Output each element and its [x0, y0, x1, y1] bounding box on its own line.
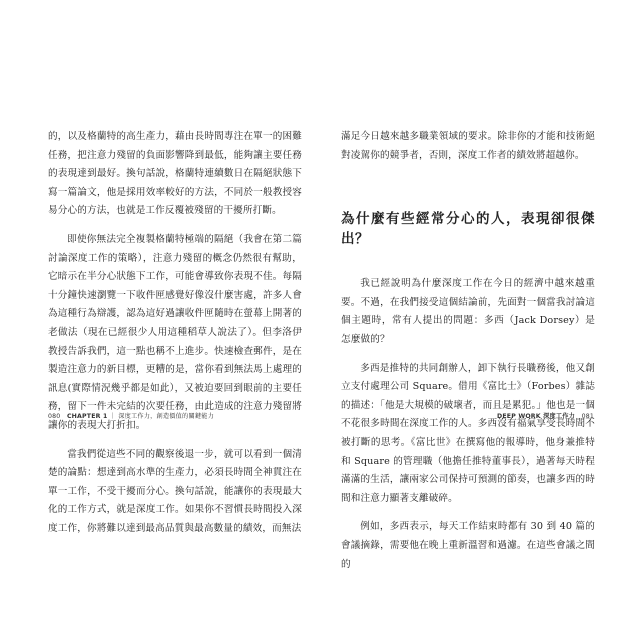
left-paragraph-2: 即使你無法完全複製格蘭特極端的隔絕（我會在第二篇討論深度工作的策略），注意力殘留的概念仍然很有幫助，它暗示在半分心狀態下工作，可能會導致你表現不佳。每隔十分鐘快速瀏覽一下收件匣感覺好像沒什麼害處，許多人會為這種行為辯護，認為這好過讓收件匣隨時在螢幕上開著的老做法（現在已經很少人用這種稻草人說法了）。但李洛伊教授告訴我們，這一點也稱不上進步。快速檢查郵件，是在製造注意力的新目標，更糟的是，當你看到無法馬上處理的訊息(實際情況幾乎都是如此），又被迫要回到眼前的主要任務，留下一件未完結的次要任務，由此造成的注意力殘留將讓你的表現大打折扣。 [48, 233, 302, 431]
right-paragraph-2: 多西是推特的共同創辦人，卸下執行長職務後，他又創立支付處理公司 Square。借用《富比士》（Forbes）雜誌的描述：「他是大規模的破壞者，而且是累犯。」他也是一個不花很多時間在深度工作的人。多西沒有福氣享受長時間不被打斷的思考。《富比世》在撰寫他的報導時，他身兼推特和 Square 的管理職（他擔任推特董事長），過著每天時程滿滿的生活，讓兩家公司保持可預測的節奏，也讓多西的時間和注意力顯著支離破碎。 [341, 362, 595, 504]
left-page-number: 080 [48, 413, 61, 420]
right-page-number: 081 [581, 413, 594, 420]
right-page-body [341, 128, 595, 584]
section-heading: 為什麼有些經常分心的人，表現卻很傑出？ [341, 211, 595, 248]
right-page-footer [497, 411, 594, 420]
footer-separator: ｜ [109, 413, 117, 420]
left-page-footer [48, 411, 214, 420]
left-paragraph-3: 當我們從這些不同的觀察後退一步，就可以看到一個清楚的論點：想達到高水準的生產力，必須長時間全神貫注在單一工作，不受干擾而分心。換句話說，能讓你的表現最大化的工作方式，就是深度工作。如果你不習慣長時間投入深度工作，你將難以達到最高品質與最高數量的績效，而無法 [48, 448, 302, 534]
book-title: DEEP WORK 深度工作力 [497, 413, 576, 420]
left-page-body [48, 128, 302, 548]
chapter-label: CHAPTER 1 [66, 413, 108, 420]
right-paragraph-3: 例如，多西表示，每天工作結束時都有 30 到 40 篇的會議摘錄，需要他在晚上重新溫習和過濾。在這些會議之間的 [341, 521, 595, 570]
left-paragraph-1: 的，以及格蘭特的高生產力，藉由長時間專注在單一的困難任務，把注意力殘留的負面影響降到最低，能夠讓主要任務的表現達到最好。換句話說，格蘭特連續數日在隔絕狀態下寫一篇論文，他是採用效率較好的方法，不同於一般教授容易分心的方法，也就是工作反覆被殘留的干擾所打斷。 [48, 131, 302, 217]
chapter-title: 深度工作力，創造價值的關鍵能力 [118, 413, 214, 420]
right-paragraph-1: 我已經說明為什麼深度工作在今日的經濟中越來越重要。不過，在我們接受這個結論前，先面對一個當我討論這個主題時，常有人提出的問題：多西（Jack Dorsey）是怎麼做的？ [341, 278, 595, 345]
right-paragraph-top: 滿足今日越來越多職業領域的要求。除非你的才能和技術絕對凌駕你的競爭者，否則，深度工作者的績效將超越你。 [341, 131, 595, 161]
